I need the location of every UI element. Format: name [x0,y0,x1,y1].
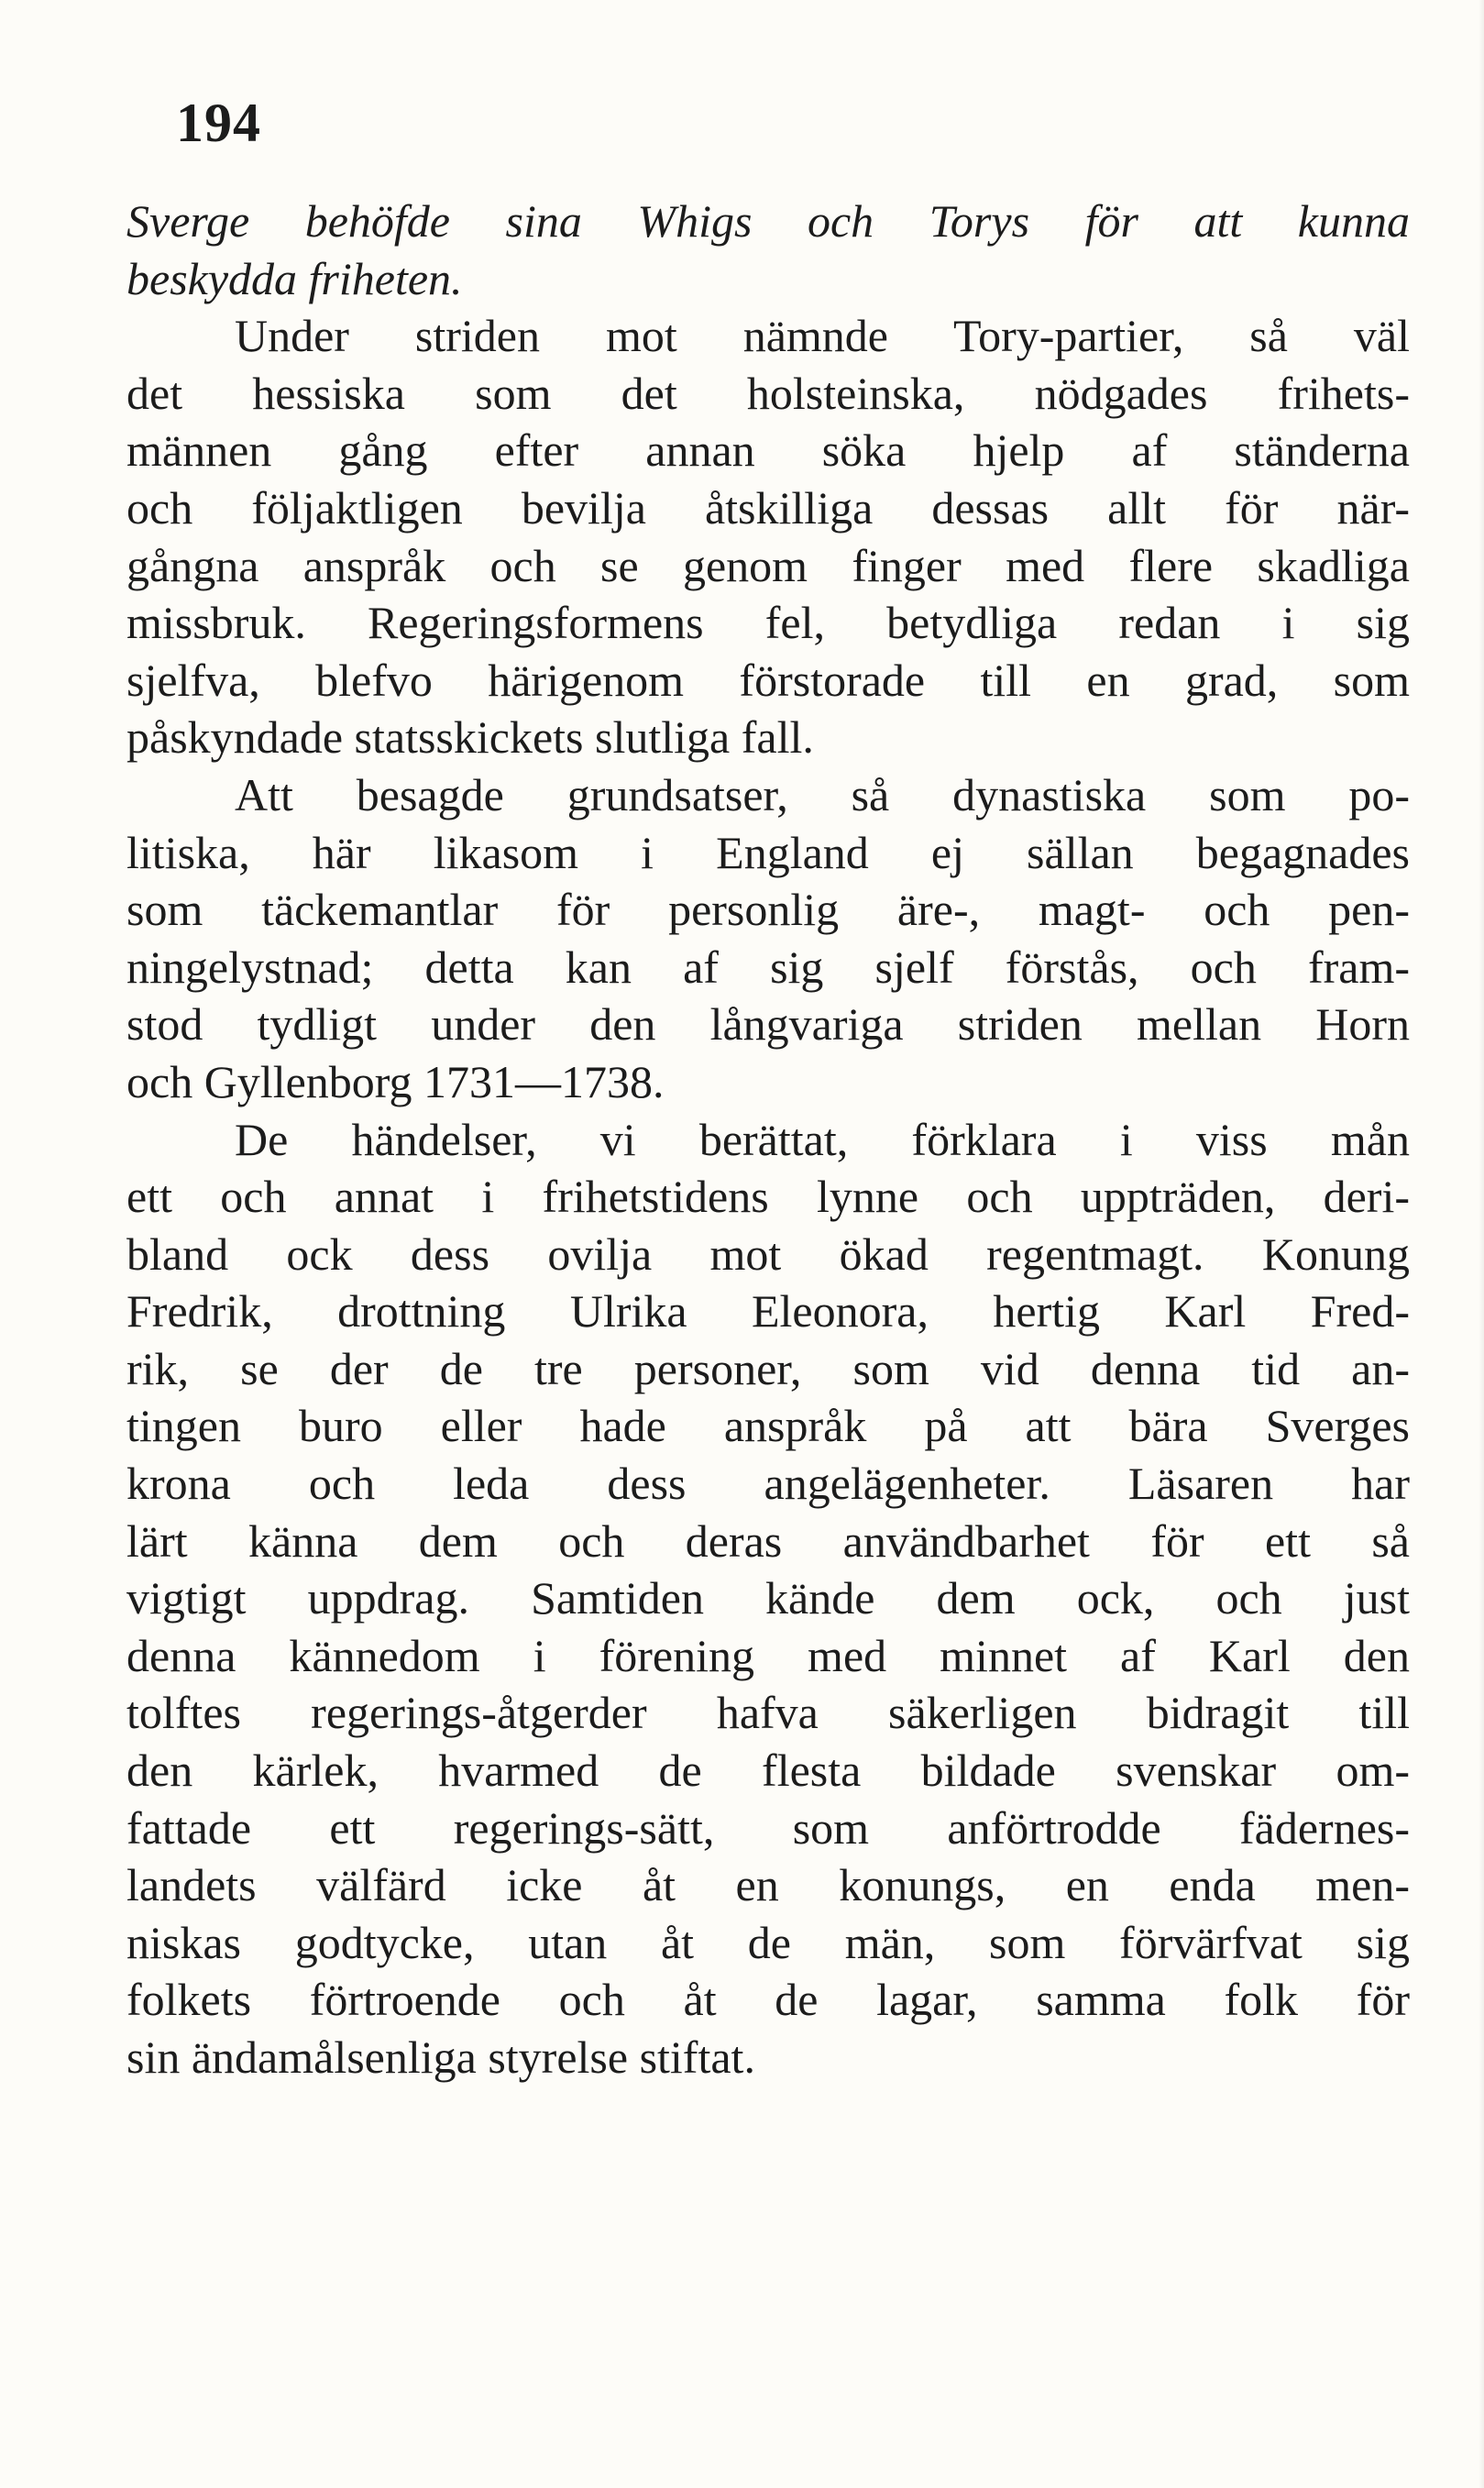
text-line: rik, se der de tre personer, som vid denna tid an- [126,1342,1410,1394]
text-line: det hessiska som det holsteinska, nödgades frihets- [126,367,1410,419]
text-line: missbruk. Regeringsformens fel, betydliga redan i sig [126,597,1410,649]
page-edge-shadow [1479,0,1484,2488]
text-line: männen gång efter annan söka hjelp af ständerna [126,424,1410,477]
text-line: ett och annat i frihetstidens lynne och uppträden, deri- [126,1171,1410,1223]
text-line: tolftes regerings-åtgerder hafva säkerligen bidragit till [126,1687,1410,1739]
text-line: ningelystnad; detta kan af sig sjelf förstås, och fram- [126,941,1410,993]
text-line: tingen buro eller hade anspråk på att bära Sverges [126,1400,1410,1452]
text-line: Sverge behöfde sina Whigs och Torys för att kunna [126,195,1410,247]
text-line: bland ock dess ovilja mot ökad regentmagt. Konung [126,1227,1410,1280]
page-number: 194 [176,93,261,153]
text-line: Att besagde grundsatser, så dynastiska som po- [235,768,1410,820]
text-line: sin ändamålsenliga styrelse stiftat. [126,2031,755,2083]
paragraph-2 [126,766,1410,1111]
text-line: vigtigt uppdrag. Samtiden kände dem ock, och just [126,1572,1410,1624]
text-line: Under striden mot nämnde Tory-partier, så väl [235,310,1410,362]
paragraph-3 [126,1111,1410,2086]
text-line: denna kännedom i förening med minnet af Karl den [126,1629,1410,1681]
text-line: och Gyllenborg 1731—1738. [126,1055,665,1107]
text-line: den kärlek, hvarmed de flesta bildade svenskar om- [126,1745,1410,1797]
page-text [126,193,1410,2086]
text-line: gångna anspråk och se genom finger med flere skadliga [126,539,1410,591]
text-line: och följaktligen bevilja åtskilliga dessas allt för när- [126,481,1410,534]
text-line: Fredrik, drottning Ulrika Eleonora, hertig Karl Fred- [126,1285,1410,1338]
text-line: krona och leda dess angelägenheter. Läsaren har [126,1458,1410,1510]
italic-heading [126,193,1410,307]
text-line: niskas godtycke, utan åt de män, som förvärfvat sig [126,1916,1410,1968]
text-line: påskyndade statsskickets slutliga fall. [126,711,814,764]
text-line: folkets förtroende och åt de lagar, samma folk för [126,1974,1410,2026]
text-line: stod tydligt under den långvariga striden mellan Horn [126,998,1410,1051]
text-line: beskydda friheten. [126,252,463,304]
text-line: som täckemantlar för personlig äre-, magt- och pen- [126,884,1410,936]
paragraph-1 [126,307,1410,766]
text-line: lärt känna dem och deras användbarhet för ett så [126,1514,1410,1567]
text-line: litiska, här likasom i England ej sällan begagnades [126,826,1410,878]
text-line: De händelser, vi berättat, förklara i viss mån [235,1113,1410,1165]
text-line: fattade ett regerings-sätt, som anförtrodde fädernes- [126,1801,1410,1854]
text-line: sjelfva, blefvo härigenom förstorade till en grad, som [126,654,1410,706]
text-line: landets välfärd icke åt en konungs, en enda men- [126,1859,1410,1911]
